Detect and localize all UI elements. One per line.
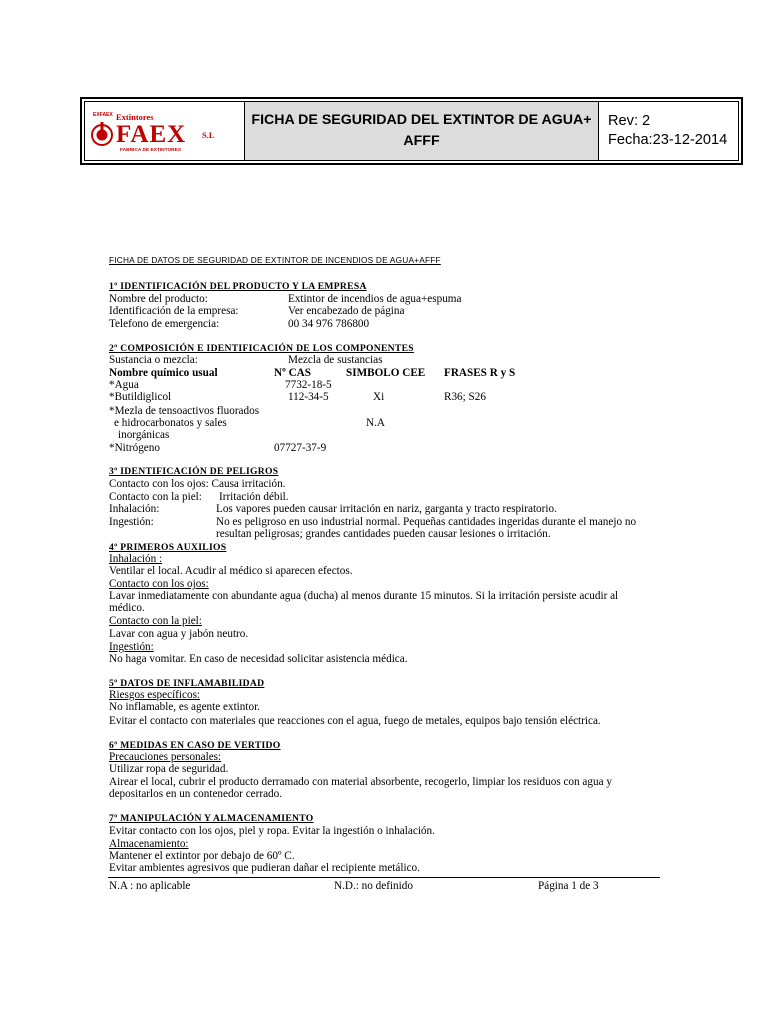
footer-divider — [108, 877, 660, 878]
storage-heading: Almacenamiento: — [109, 838, 189, 850]
component-butyl-phrases: R36; S26 — [444, 391, 486, 403]
hazard-eyes: Contacto con los ojos: Causa irritación. — [109, 478, 286, 490]
flammability-text-1: No inflamable, es agente extintor. — [109, 701, 260, 713]
hazard-inhalation-value: Los vapores pueden causar irritación en nariz, garganta y tracto respiratorio. — [216, 503, 557, 515]
faex-logo-icon — [90, 108, 225, 154]
emergency-phone-label: Telefono de emergencia: — [109, 318, 220, 330]
company-id-value: Ver encabezado de página — [288, 305, 405, 317]
storage-text-1: Mantener el extintor por debajo de 60º C. — [109, 850, 295, 862]
storage-text-2: Evitar ambientes agresivos que pudieran dañar el recipiente metálico. — [109, 862, 420, 874]
product-name-value: Extintor de incendios de agua+espuma — [288, 293, 462, 305]
date-label: Fecha:23-12-2014 — [608, 132, 728, 148]
component-surfactants-3: inorgánicas — [118, 429, 170, 441]
svg-text:FAEX: FAEX — [116, 121, 187, 148]
spill-text-2: Airear el local, cubrir el producto derramado con material absorbente, recogerlo, limpiar los residuos con agua y — [109, 776, 612, 788]
document-title: FICHA DE SEGURIDAD DEL EXTINTOR DE AGUA+ AFFF — [251, 112, 592, 149]
section-2-title: 2º COMPOSICIÓN E IDENTIFICACIÓN DE LOS COMPONENTES — [109, 343, 414, 354]
company-id-label: Identificación de la empresa: — [109, 305, 239, 317]
footer-page-number: Página 1 de 3 — [538, 880, 599, 892]
svg-text:EXFAEX: EXFAEX — [93, 112, 113, 118]
handling-text-1: Evitar contacto con los ojos, piel y ropa. Evitar la ingestión o inhalación. — [109, 825, 435, 837]
document-heading: FICHA DE DATOS DE SEGURIDAD DE EXTINTOR DE INCENDIOS DE AGUA+AFFF — [109, 255, 441, 265]
section-1-title: 1º IDENTIFICACIÓN DEL PRODUCTO Y LA EMPRESA — [109, 281, 367, 292]
spill-text-3: depositarlos en un contenedor cerrado. — [109, 788, 283, 800]
footer-nd-note: N.D.: no definido — [334, 880, 413, 892]
component-surfactants-symbol: N.A — [366, 417, 385, 429]
emergency-phone-value: 00 34 976 786800 — [288, 318, 370, 330]
first-aid-inhalation-text: Ventilar el local. Acudir al médico si aparecen efectos. — [109, 565, 353, 577]
section-4-title: 4º PRIMEROS AUXILIOS — [109, 542, 227, 553]
hazard-ingestion-value-1: No es peligroso en uso industrial normal. Pequeñas cantidades ingeridas durante el manejo no — [216, 516, 637, 528]
first-aid-skin-text: Lavar con agua y jabón neutro. — [109, 628, 249, 640]
section-5-title: 5º DATOS DE INFLAMABILIDAD — [109, 678, 265, 689]
section-6-title: 6º MEDIDAS EN CASO DE VERTIDO — [109, 740, 281, 751]
spill-precautions-heading: Precauciones personales: — [109, 751, 222, 763]
component-surfactants-2: e hidrocarbonatos y sales — [114, 417, 227, 429]
substance-label: Sustancia o mezcla: — [109, 354, 198, 366]
component-water: *Agua — [109, 379, 139, 391]
flammability-text-2: Evitar el contacto con materiales que reacciones con el agua, fuego de metales, equipos bajo tensión eléctrica. — [109, 715, 601, 727]
svg-text:FABRICA DE EXTINTORES: FABRICA DE EXTINTORES — [120, 148, 182, 153]
hazard-skin-label: Contacto con la piel: — [109, 491, 202, 503]
substance-value: Mezcla de sustancias — [288, 354, 383, 366]
column-header-name: Nombre químico usual — [109, 367, 218, 379]
company-logo — [90, 108, 225, 154]
component-butyl: *Butildiglicol — [109, 391, 172, 403]
revision-label: Rev: 2 — [608, 113, 651, 129]
component-surfactants-1: *Mezla de tensoactivos fluorados — [109, 405, 260, 417]
component-butyl-symbol: Xi — [373, 391, 385, 403]
component-nitrogen: *Nitrógeno — [109, 442, 160, 454]
first-aid-eyes-text-2: médico. — [109, 602, 145, 614]
hazard-skin-value: Irritación débil. — [219, 491, 289, 503]
component-butyl-cas: 112-34-5 — [288, 391, 329, 403]
component-water-cas: 7732-18-5 — [285, 379, 332, 391]
first-aid-eyes-heading: Contacto con los ojos: — [109, 578, 209, 590]
first-aid-ingestion-text: No haga vomitar. En caso de necesidad solicitar asistencia médica. — [109, 653, 408, 665]
svg-text:Extintores: Extintores — [116, 112, 154, 122]
column-header-symbol: SIMBOLO CEE — [346, 367, 426, 379]
first-aid-inhalation-heading: Inhalación : — [109, 553, 163, 565]
hazard-inhalation-label: Inhalación: — [109, 503, 160, 515]
component-nitrogen-cas: 07727-37-9 — [274, 442, 327, 454]
footer-na-note: N.A : no aplicable — [109, 880, 191, 892]
section-7-title: 7º MANIPULACIÓN Y ALMACENAMIENTO — [109, 813, 314, 824]
first-aid-skin-heading: Contacto con la piel: — [109, 615, 202, 627]
hazard-ingestion-value-2: resultan peligrosas; grandes cantidades pueden causar lesiones o irritación. — [216, 528, 551, 540]
section-3-title: 3º IDENTIFICACIÓN DE PELIGROS — [109, 466, 279, 477]
hazard-ingestion-label: Ingestión: — [109, 516, 154, 528]
product-name-label: Nombre del producto: — [109, 293, 208, 305]
column-header-cas: Nº CAS — [274, 367, 311, 379]
svg-text:S.L: S.L — [202, 130, 215, 140]
flammability-risks-heading: Riesgos específicos: — [109, 689, 201, 701]
column-header-phrases: FRASES R y S — [444, 367, 516, 379]
first-aid-eyes-text-1: Lavar inmediatamente con abundante agua (ducha) al menos durante 15 minutos. Si la irritación persiste acudir al — [109, 590, 619, 602]
spill-text-1: Utilizar ropa de seguridad. — [109, 763, 229, 775]
first-aid-ingestion-heading: Ingestión: — [109, 641, 154, 653]
